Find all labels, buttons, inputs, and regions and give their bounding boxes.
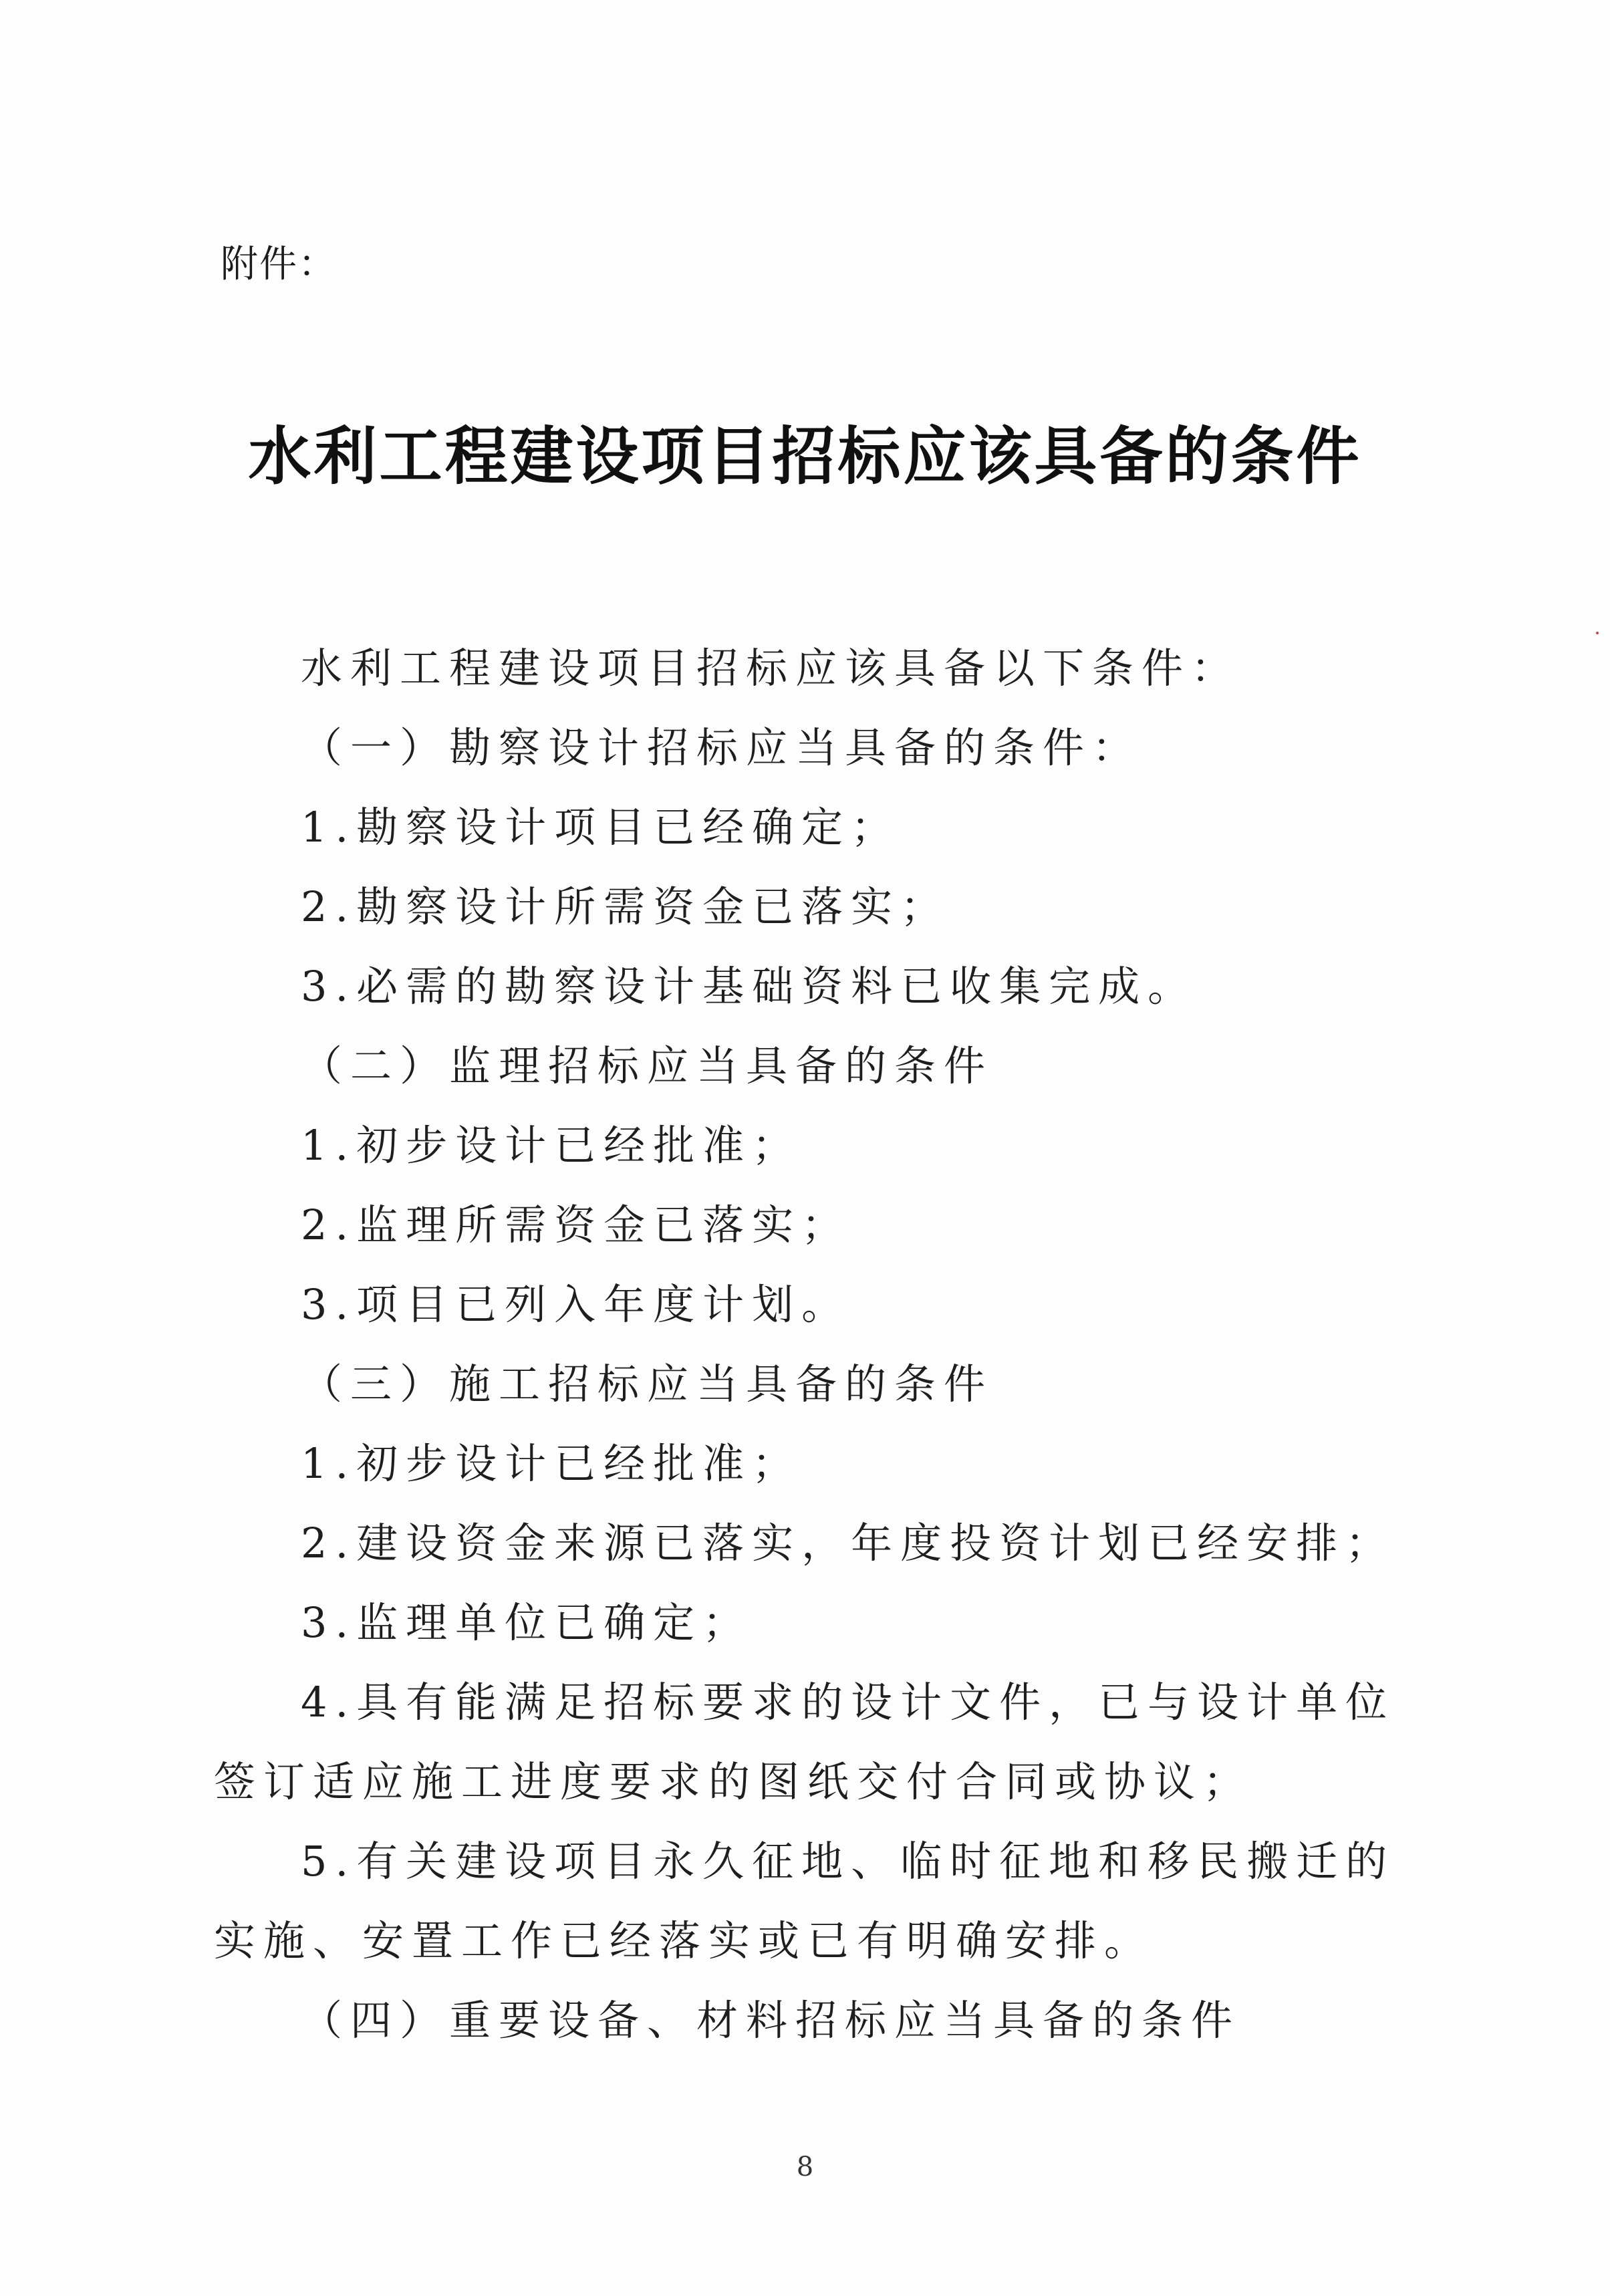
section-2-item-1: 1.初步设计已经批准； <box>301 1121 802 1170</box>
section-heading-2: （二）监理招标应当具备的条件 <box>301 1041 994 1090</box>
section-heading-3: （三）施工招标应当具备的条件 <box>301 1360 994 1408</box>
section-3-item-3: 3.监理单位已确定； <box>301 1598 753 1647</box>
document-body <box>214 628 1410 2060</box>
section-1-item-1: 1.勘察设计项目已经确定； <box>301 803 901 852</box>
section-3-item-1: 1.初步设计已经批准； <box>301 1439 802 1488</box>
scan-speck <box>1596 632 1599 634</box>
section-3-item-4: 4.具有能满足招标要求的设计文件，已与设计单位签订适应施工进度要求的图纸交付合同或协议； <box>214 1678 1395 1806</box>
section-1-item-3: 3.必需的勘察设计基础资料已收集完成。 <box>301 962 1198 1011</box>
section-2-item-2: 2.监理所需资金已落实； <box>301 1200 851 1249</box>
annex-label: 附件： <box>221 243 337 286</box>
page-number: 8 <box>796 2152 814 2182</box>
section-3-item-2: 2.建设资金来源已落实，年度投资计划已经安排； <box>301 1519 1395 1567</box>
section-heading-4: （四）重要设备、材料招标应当具备的条件 <box>301 1996 1241 2045</box>
document-title: 水利工程建设项目招标应该具备的条件 <box>248 420 1362 493</box>
section-2-item-3: 3.项目已列入年度计划。 <box>301 1280 851 1329</box>
intro-paragraph: 水利工程建设项目招标应该具备以下条件： <box>301 644 1241 692</box>
section-heading-1: （一）勘察设计招标应当具备的条件： <box>301 723 1142 772</box>
section-3-item-5: 5.有关建设项目永久征地、临时征地和移民搬迁的实施、安置工作已经落实或已有明确安排。 <box>214 1837 1395 1965</box>
section-1-item-2: 2.勘察设计所需资金已落实； <box>301 882 950 931</box>
